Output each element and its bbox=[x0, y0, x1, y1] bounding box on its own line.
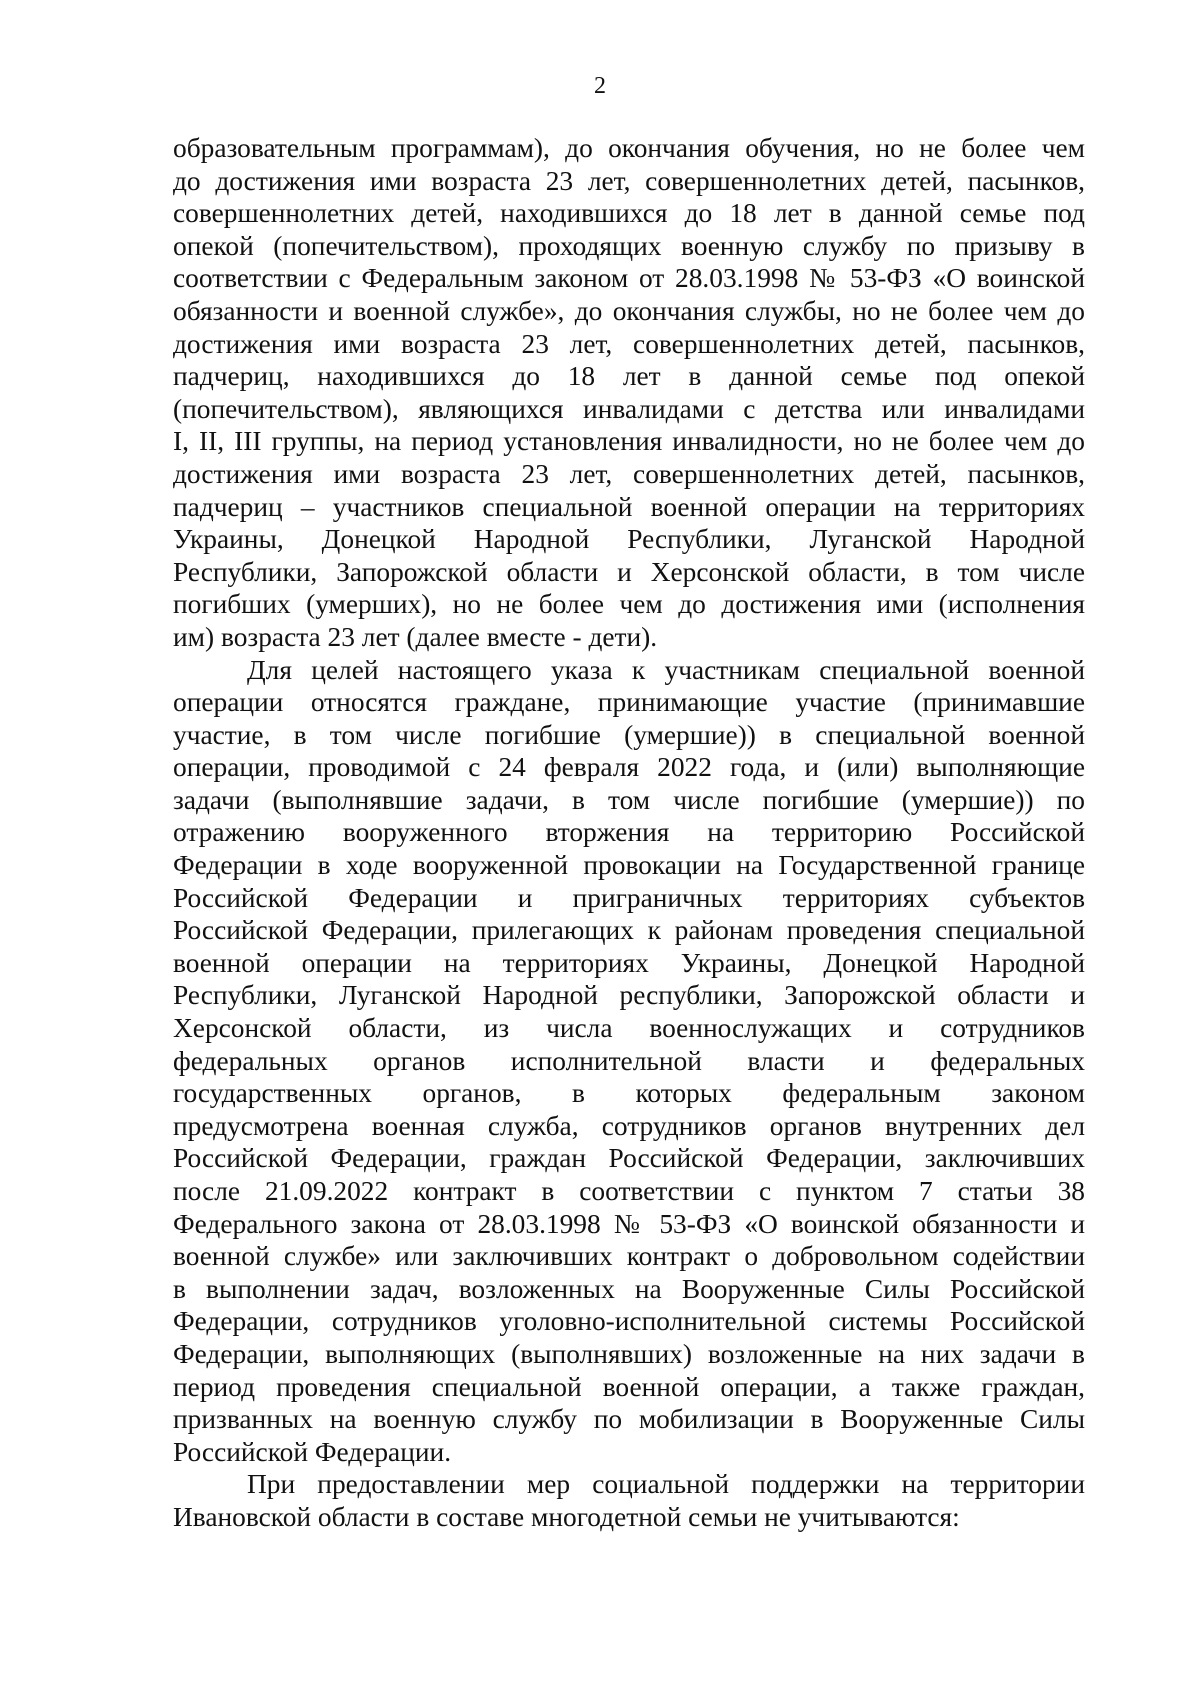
text-line: образовательным программам), до окончания обучения, но не более чем bbox=[173, 133, 1085, 163]
text-line: период проведения специальной военной операции, а также граждан, bbox=[173, 1371, 1085, 1402]
text-line: Для целей настоящего указа к участникам специальной военной bbox=[247, 654, 1085, 685]
text-line: Херсонской области, из числа военнослужащих и сотрудников bbox=[173, 1013, 1085, 1044]
text-line: Федерации в ходе вооруженной провокации на Государственной границе bbox=[173, 850, 1085, 881]
text-line: федеральных органов исполнительной власти и федеральных bbox=[173, 1045, 1085, 1076]
text-line: операции, проводимой с 24 февраля 2022 года, и (или) выполняющие bbox=[173, 752, 1085, 783]
text-line: им) возраста 23 лет (далее вместе - дети). bbox=[173, 621, 658, 652]
text-line: отражению вооруженного вторжения на территорию Российской bbox=[173, 817, 1085, 848]
text-line: государственных органов, в которых федеральным законом bbox=[173, 1078, 1085, 1109]
text-line: операции относятся граждане, принимающие участие (принимавшие bbox=[173, 687, 1085, 718]
text-line: Российской Федерации. bbox=[173, 1436, 452, 1467]
text-line: соответствии с Федеральным законом от 28.03.1998 № 53-ФЗ «О воинской bbox=[173, 263, 1085, 294]
text-line: Республики, Луганской Народной республики, Запорожской области и bbox=[173, 980, 1085, 1011]
text-line: обязанности и военной службе», до окончания службы, но не более чем до bbox=[173, 295, 1085, 326]
body-text bbox=[173, 132, 1085, 1534]
text-line: задачи (выполнявшие задачи, в том числе погибшие (умершие)) по bbox=[173, 784, 1085, 815]
text-line: Российской Федерации и приграничных территориях субъектов bbox=[173, 882, 1085, 913]
text-line: погибших (умерших), но не более чем до достижения ими (исполнения bbox=[173, 589, 1085, 620]
text-line: I, II, III группы, на период установления инвалидности, но не более чем до bbox=[173, 426, 1085, 457]
text-line: Украины, Донецкой Народной Республики, Луганской Народной bbox=[173, 524, 1085, 555]
text-line: Республики, Запорожской области и Херсонской области, в том числе bbox=[173, 556, 1085, 587]
text-line: (попечительством), являющихся инвалидами с детства или инвалидами bbox=[173, 393, 1085, 424]
text-line: Ивановской области в составе многодетной семьи не учитываются: bbox=[173, 1501, 960, 1532]
text-line: опекой (попечительством), проходящих военную службу по призыву в bbox=[173, 230, 1085, 261]
text-line: падчериц – участников специальной военной операции на территориях bbox=[173, 491, 1085, 522]
text-line: после 21.09.2022 контракт в соответствии с пунктом 7 статьи 38 bbox=[173, 1176, 1085, 1206]
text-line: военной операции на территориях Украины, Донецкой Народной bbox=[173, 947, 1085, 978]
text-line: Федерации, выполняющих (выполнявших) возложенные на них задачи в bbox=[173, 1338, 1085, 1369]
text-line: военной службе» или заключивших контракт о добровольном содействии bbox=[173, 1241, 1085, 1272]
page-number: 2 bbox=[594, 73, 606, 99]
text-line: совершеннолетних детей, находившихся до 18 лет в данной семье под bbox=[173, 198, 1085, 229]
text-line: в выполнении задач, возложенных на Вооруженные Силы Российской bbox=[173, 1273, 1085, 1304]
text-line: При предоставлении мер социальной поддержки на территории bbox=[247, 1469, 1085, 1500]
text-line: участие, в том числе погибшие (умершие)) в специальной военной bbox=[173, 719, 1085, 750]
text-line: достижения ими возраста 23 лет, совершеннолетних детей, пасынков, bbox=[173, 458, 1085, 489]
text-line: Российской Федерации, граждан Российской Федерации, заключивших bbox=[173, 1143, 1085, 1174]
text-line: Федерального закона от 28.03.1998 № 53-ФЗ «О воинской обязанности и bbox=[173, 1208, 1085, 1239]
text-line: предусмотрена военная служба, сотрудников органов внутренних дел bbox=[173, 1110, 1085, 1141]
text-line: достижения ими возраста 23 лет, совершеннолетних детей, пасынков, bbox=[173, 328, 1085, 359]
text-line: Федерации, сотрудников уголовно-исполнительной системы Российской bbox=[173, 1306, 1085, 1337]
text-line: до достижения ими возраста 23 лет, совершеннолетних детей, пасынков, bbox=[173, 165, 1085, 196]
text-line: падчериц, находившихся до 18 лет в данной семье под опекой bbox=[173, 361, 1085, 392]
text-line: призванных на военную службу по мобилизации в Вооруженные Силы bbox=[173, 1404, 1085, 1435]
text-line: Российской Федерации, прилегающих к районам проведения специальной bbox=[173, 915, 1085, 946]
